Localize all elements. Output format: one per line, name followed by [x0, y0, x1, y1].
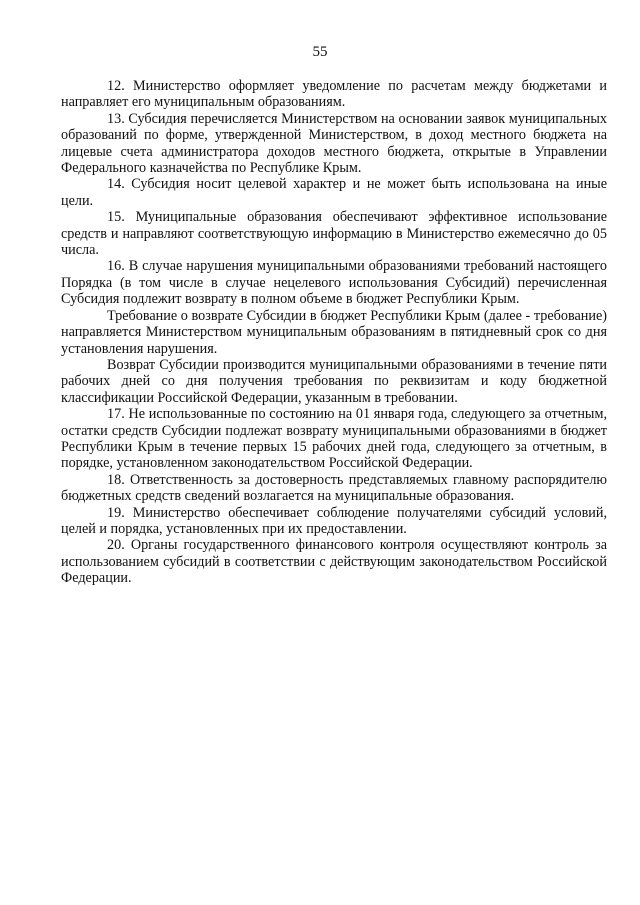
paragraph-16: 16. В случае нарушения муниципальными образованиями требований настоящего Порядка (в том числе в случае нецелевого использования Субсидий) перечисленная Субсидия подлежит возврату в полном объеме в бюджет Республики Крым. [61, 258, 607, 308]
paragraph-16-requirement: Требование о возврате Субсидии в бюджет Республики Крым (далее - требование) направляется Министерством муниципальным образованиям в пятидневный срок со дня установления нарушения. [61, 307, 607, 357]
document-body [61, 78, 607, 587]
paragraph-15: 15. Муниципальные образования обеспечивают эффективное использование средств и направляют соответствующую информацию в Министерство ежемесячно до 05 числа. [61, 209, 607, 259]
paragraph-13: 13. Субсидия перечисляется Министерством на основании заявок муниципальных образований по форме, утвержденной Министерством, в доход местного бюджета на лицевые счета администратора доходов местного бюджета, открытые в Управлении Федерального казначейства по Республике Крым. [61, 110, 607, 177]
paragraph-20: 20. Органы государственного финансового контроля осуществляют контроль за использованием субсидий в соответствии с действующим законодательством Российской Федерации. [61, 537, 607, 587]
paragraph-16-refund: Возврат Субсидии производится муниципальными образованиями в течение пяти рабочих дней со дня получения требования по реквизитам и коду бюджетной классификации Российской Федерации, указанным в требовании. [61, 356, 607, 406]
paragraph-17: 17. Не использованные по состоянию на 01 января года, следующего за отчетным, остатки средств Субсидии подлежат возврату муниципальными образованиями в бюджет Республики Крым в течение первых 15 рабочих дней года, следующего за отчетным, в порядке, установленном законодательством Российской Федерации. [61, 406, 607, 472]
paragraph-14: 14. Субсидия носит целевой характер и не может быть использована на иные цели. [61, 176, 607, 209]
paragraph-18: 18. Ответственность за достоверность представляемых главному распорядителю бюджетных средств сведений возлагается на муниципальные образования. [61, 471, 607, 505]
page-number: 55 [312, 44, 328, 60]
paragraph-19: 19. Министерство обеспечивает соблюдение получателями субсидий условий, целей и порядка, установленных при их предоставлении. [61, 504, 607, 537]
paragraph-12: 12. Министерство оформляет уведомление по расчетам между бюджетами и направляет его муниципальным образованиям. [61, 78, 607, 111]
